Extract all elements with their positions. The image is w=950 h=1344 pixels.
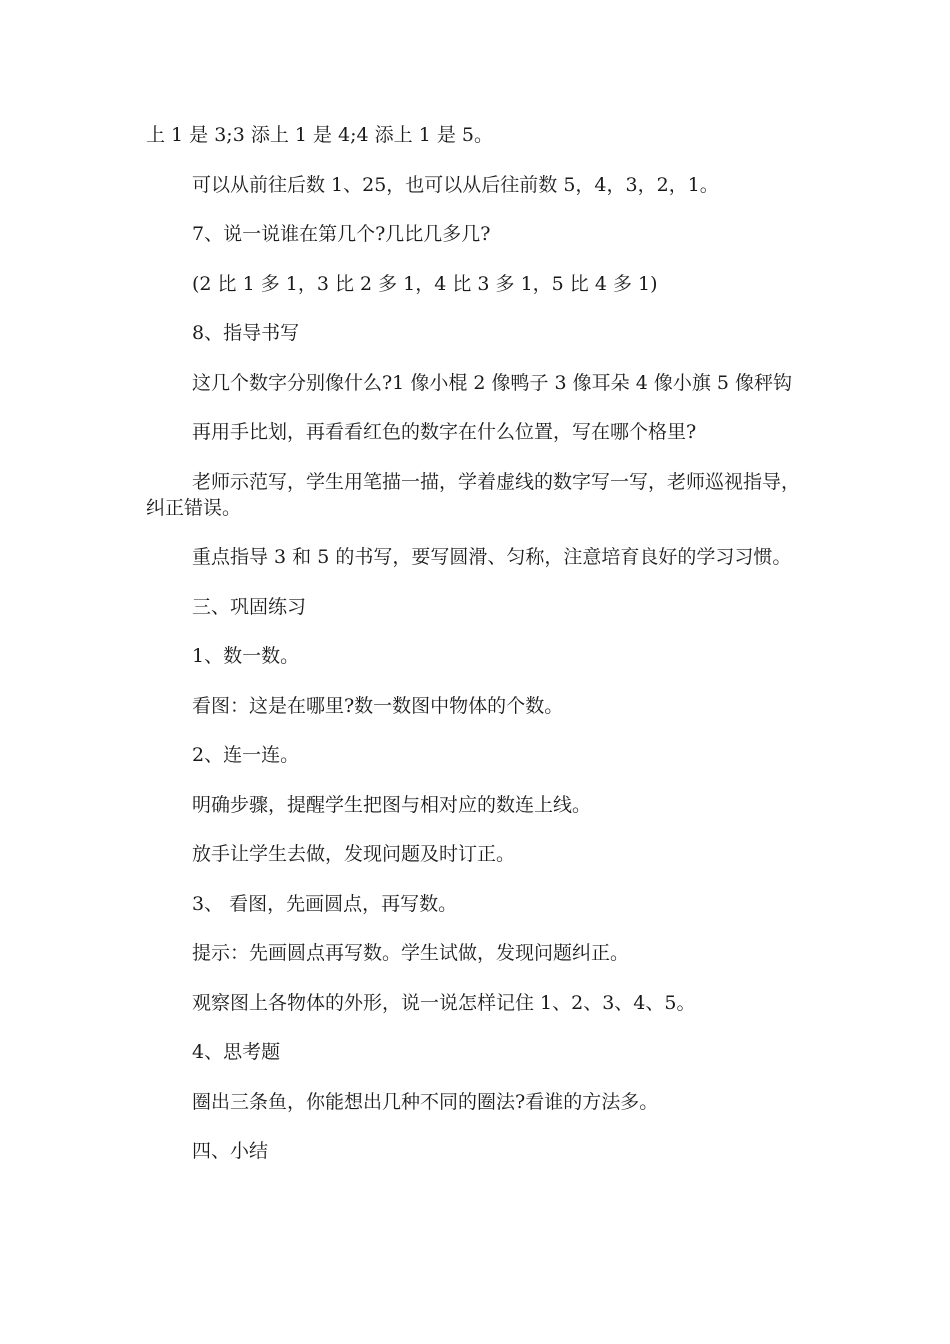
paragraph-hint: 提示：先画圆点再写数。学生试做，发现问题纠正。 <box>192 942 630 964</box>
section-heading-summary: 四、小结 <box>192 1140 269 1162</box>
paragraph-step-8: 8、指导书写 <box>192 322 300 344</box>
paragraph-exercise-4: 4、思考题 <box>192 1041 281 1063</box>
document-body <box>146 122 806 1188</box>
paragraph-look-picture: 看图：这是在哪里?数一数图中物体的个数。 <box>192 694 564 717</box>
section-heading-practice: 三、巩固练习 <box>192 595 307 618</box>
paragraph-hand-gesture: 再用手比划，再看看红色的数字在什么位置，写在哪个格里? <box>192 421 697 443</box>
paragraph-exercise-3: 3、 看图，先画圆点，再写数。 <box>192 892 458 915</box>
paragraph-clarify-steps: 明确步骤，提醒学生把图与相对应的数连上线。 <box>192 793 592 816</box>
paragraph-circle-fish: 圈出三条鱼，你能想出几种不同的圈法?看谁的方法多。 <box>192 1090 659 1113</box>
paragraph-teacher-demo: 老师示范写，学生用笔描一描，学着虚线的数字写一写，老师巡视指导，纠正错误。 <box>146 470 801 519</box>
paragraph-observe-shapes: 观察图上各物体的外形，说一说怎样记住 1、2、3、4、5。 <box>192 991 696 1014</box>
paragraph-exercise-2: 2、连一连。 <box>192 744 300 766</box>
paragraph-exercise-1: 1、数一数。 <box>192 645 300 667</box>
paragraph-step-7: 7、说一说谁在第几个?几比几多几? <box>192 223 491 245</box>
paragraph-let-students: 放手让学生去做，发现问题及时订正。 <box>192 843 516 865</box>
paragraph-digit-shapes: 这几个数字分别像什么?1 像小棍 2 像鸭子 3 像耳朵 4 像小旗 5 像秤钩 <box>192 371 792 394</box>
paragraph-continuation: 上 1 是 3;3 添上 1 是 4;4 添上 1 是 5。 <box>146 124 493 146</box>
paragraph-comparison: (2 比 1 多 1，3 比 2 多 1，4 比 3 多 1，5 比 4 多 1) <box>192 272 658 295</box>
paragraph-key-writing: 重点指导 3 和 5 的书写，要写圆滑、匀称，注意培育良好的学习习惯。 <box>192 546 792 568</box>
paragraph-counting-order: 可以从前往后数 1、25，也可以从后往前数 5，4，3，2，1。 <box>192 173 719 196</box>
